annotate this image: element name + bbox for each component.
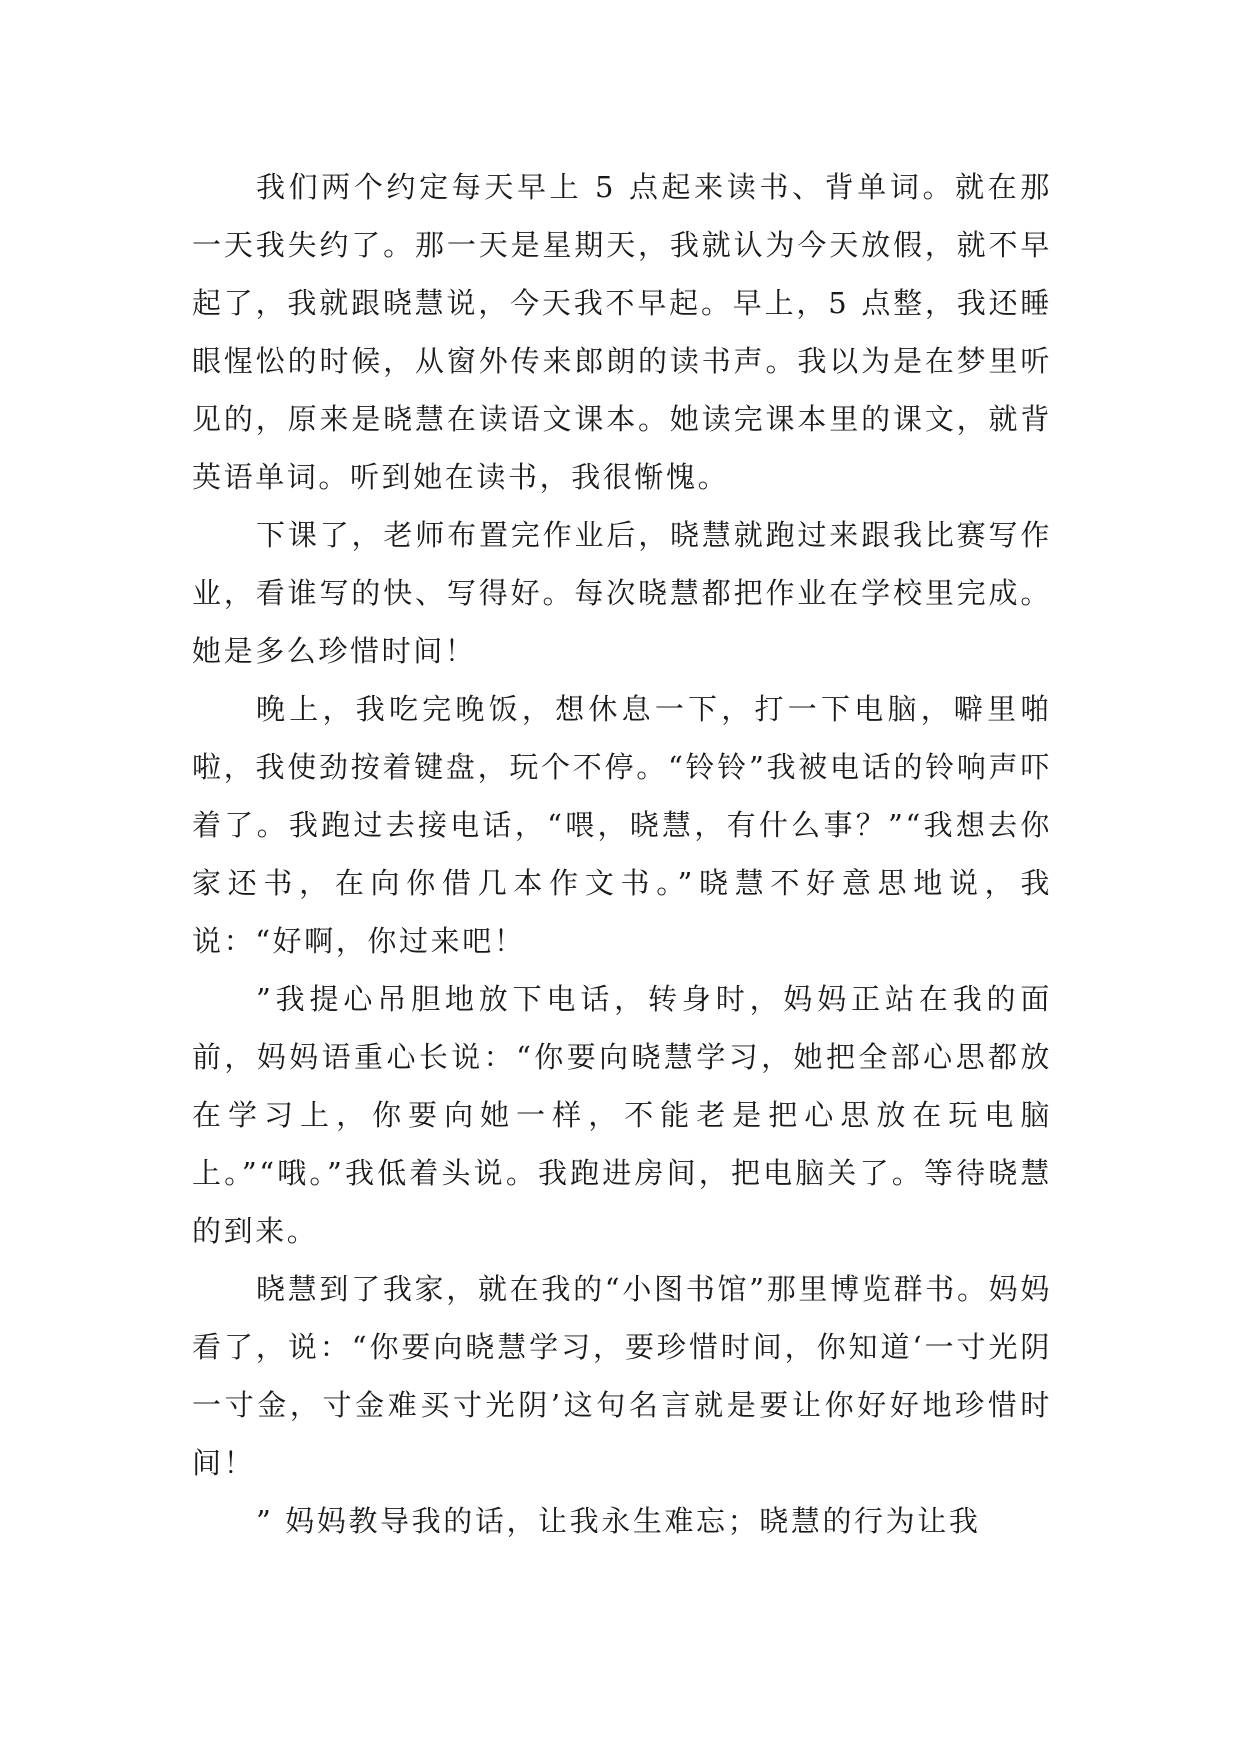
- paragraph-5: 晓慧到了我家，就在我的“小图书馆”那里博览群书。妈妈看了，说：“你要向晓慧学习，要珍惜时间，你知道‘一寸光阴一寸金，寸金难买寸光阴’这句名言就是要让你好好地珍惜时间！: [192, 1272, 1052, 1480]
- document-body: [192, 158, 1052, 1550]
- paragraph-4: ”我提心吊胆地放下电话，转身时，妈妈正站在我的面前，妈妈语重心长说：“你要向晓慧学习，她把全部心思都放在学习上，你要向她一样，不能老是把心思放在玩电脑上。”“哦。”我低着头说。我跑进房间，把电脑关了。等待晓慧的到来。: [192, 982, 1052, 1248]
- paragraph-2: 下课了，老师布置完作业后，晓慧就跑过来跟我比赛写作业，看谁写的快、写得好。每次晓慧都把作业在学校里完成。她是多么珍惜时间！: [192, 518, 1052, 668]
- paragraph-3: 晚上，我吃完晚饭，想休息一下，打一下电脑，噼里啪啦，我使劲按着键盘，玩个不停。“铃铃”我被电话的铃响声吓着了。我跑过去接电话，“喂，晓慧，有什么事？”“我想去你家还书，在向你借几本作文书。”晓慧不好意思地说，我说：“好啊，你过来吧！: [192, 692, 1052, 958]
- paragraph-6: ” 妈妈教导我的话，让我永生难忘；晓慧的行为让我: [256, 1504, 981, 1538]
- paragraph-1: 我们两个约定每天早上 5 点起来读书、背单词。就在那一天我失约了。那一天是星期天，我就认为今天放假，就不早起了，我就跟晓慧说，今天我不早起。早上，5 点整，我还睡眼惺忪的时候，从窗外传来郎朗的读书声。我以为是在梦里听见的，原来是晓慧在读语文课本。她读完课本里的课文，就背英语单词。听到她在读书，我很惭愧。: [192, 170, 1052, 494]
